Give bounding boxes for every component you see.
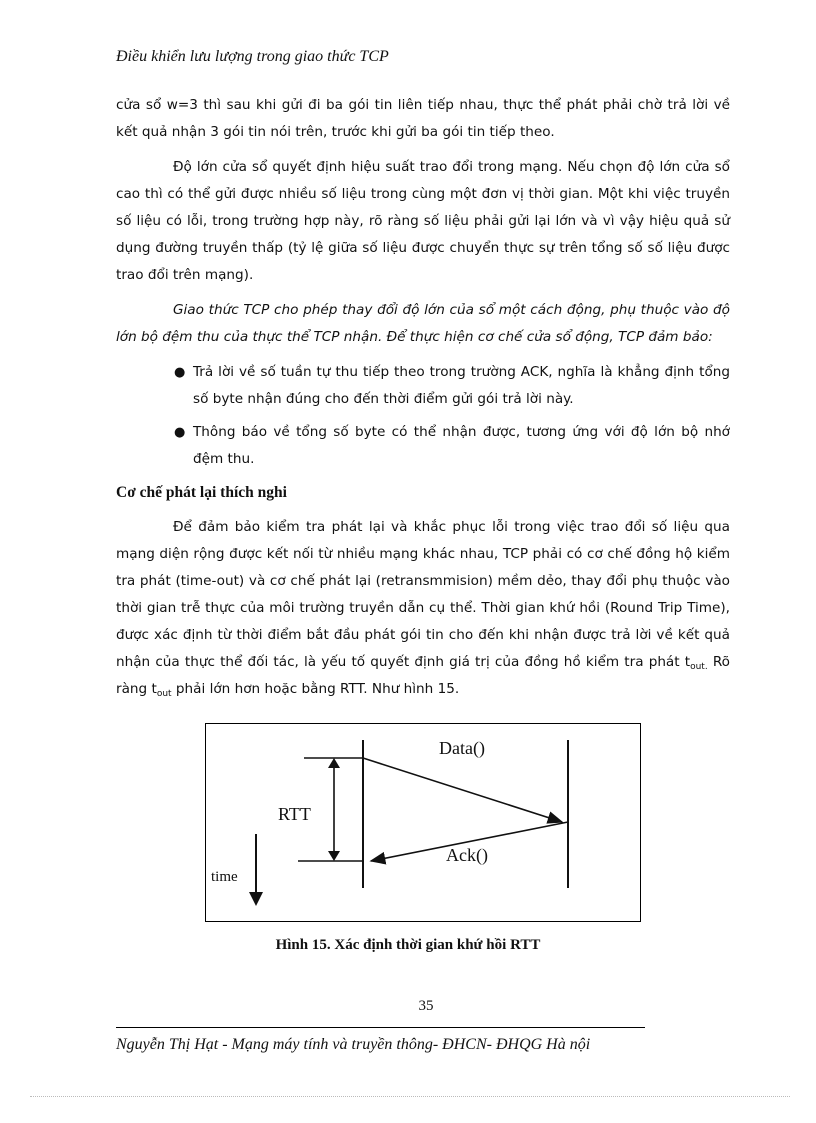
page-number: 35 xyxy=(418,998,434,1014)
time-arrow-down-icon xyxy=(249,892,263,906)
running-footer: Nguyễn Thị Hạt - Mạng máy tính và truyền thông- ĐHCN- ĐHQG Hà nội xyxy=(116,1036,591,1053)
bullet-list xyxy=(116,359,730,473)
subscript-out: out xyxy=(156,689,172,699)
section-heading: Cơ chế phát lại thích nghi xyxy=(116,484,287,501)
paragraph-retransmission xyxy=(116,514,730,703)
paragraph-text: phải lớn hơn hoặc bằng RTT. Như hình 15. xyxy=(171,681,460,697)
rtt-arrow-down-icon xyxy=(328,851,340,861)
paragraph-dynamic-window: Giao thức TCP cho phép thay đổi độ lớn của sổ một cách động, phụ thuộc vào độ lớn bộ đệm thu của thực thể TCP nhận. Để thực hiện cơ chế cửa sổ động, TCP đảm bảo: xyxy=(116,302,730,345)
time-label: time xyxy=(211,869,238,885)
bullet-icon: ● xyxy=(174,425,186,440)
running-header: Điều khiển lưu lượng trong giao thức TCP xyxy=(116,48,389,65)
paragraph-window-size: Độ lớn cửa sổ quyết định hiệu suất trao đổi trong mạng. Nếu chọn độ lớn cửa sổ cao thì có thể gửi được nhiều số liệu trong cùng một đơn vị thời gian. Một khi việc truyền số liệu có lỗi, trong trường hợp này, rõ ràng số liệu phải gửi lại lớn và vì vậy hiệu quả sử dụng đường truyền thấp (tỷ lệ giữa số liệu được chuyển thực sự trên tổng số số liệu được trao đổi trên mạng). xyxy=(116,159,730,283)
list-item-text: Thông báo về tổng số byte có thể nhận được, tương ứng với độ lớn bộ nhớ đệm thu. xyxy=(193,424,730,467)
figure-caption: Hình 15. Xác định thời gian khứ hồi RTT xyxy=(275,937,541,953)
paragraph-text: Để đảm bảo kiểm tra phát lại và khắc phục lỗi trong việc trao đổi số liệu qua mạng diện rộng được kết nối từ nhiều mạng khác nhau, TCP phải có cơ chế đồng hộ kiểm tra phát (time-out) và cơ chế phát lại (retransmmision) mềm dẻo, thay đổi phụ thuộc vào thời gian trễ thực của môi trường truyền dẫn cụ thể. Thời gian khứ hồi (Round Trip Time), được xác định từ thời điểm bắt đầu phát gói tin cho đến khi nhận được trả lời về kết quả nhận của thực thể đối tác, là yếu tố quyết định giá trị của đồng hồ kiểm tra phát t xyxy=(116,519,730,670)
subscript-out: out. xyxy=(690,662,708,672)
list-item xyxy=(116,419,730,473)
data-arrow xyxy=(363,758,562,822)
bullet-icon: ● xyxy=(174,365,186,380)
list-item xyxy=(116,359,730,413)
body-text xyxy=(116,92,730,711)
paragraph-window-example: cửa sổ w=3 thì sau khi gửi đi ba gói tin liên tiếp nhau, thực thể phát phải chờ trả lời về kết quả nhận 3 gói tin nói trên, trước khi gửi ba gói tin tiếp theo. xyxy=(116,97,730,140)
paragraph-text: Rõ ràng t xyxy=(116,654,730,697)
ack-label: Ack() xyxy=(446,845,488,865)
list-item-text: Trả lời về số tuần tự thu tiếp theo trong trường ACK, nghĩa là khẳng định tổng số byte nhận đúng cho đến thời điểm gửi gói trả lời này. xyxy=(193,364,730,407)
footer-divider xyxy=(116,1027,645,1028)
rtt-arrow-up-icon xyxy=(328,758,340,768)
rtt-label: RTT xyxy=(278,804,311,824)
data-label: Data() xyxy=(439,738,485,758)
rtt-figure xyxy=(205,723,641,922)
rtt-diagram xyxy=(206,724,642,923)
page-edge-divider xyxy=(30,1096,790,1097)
